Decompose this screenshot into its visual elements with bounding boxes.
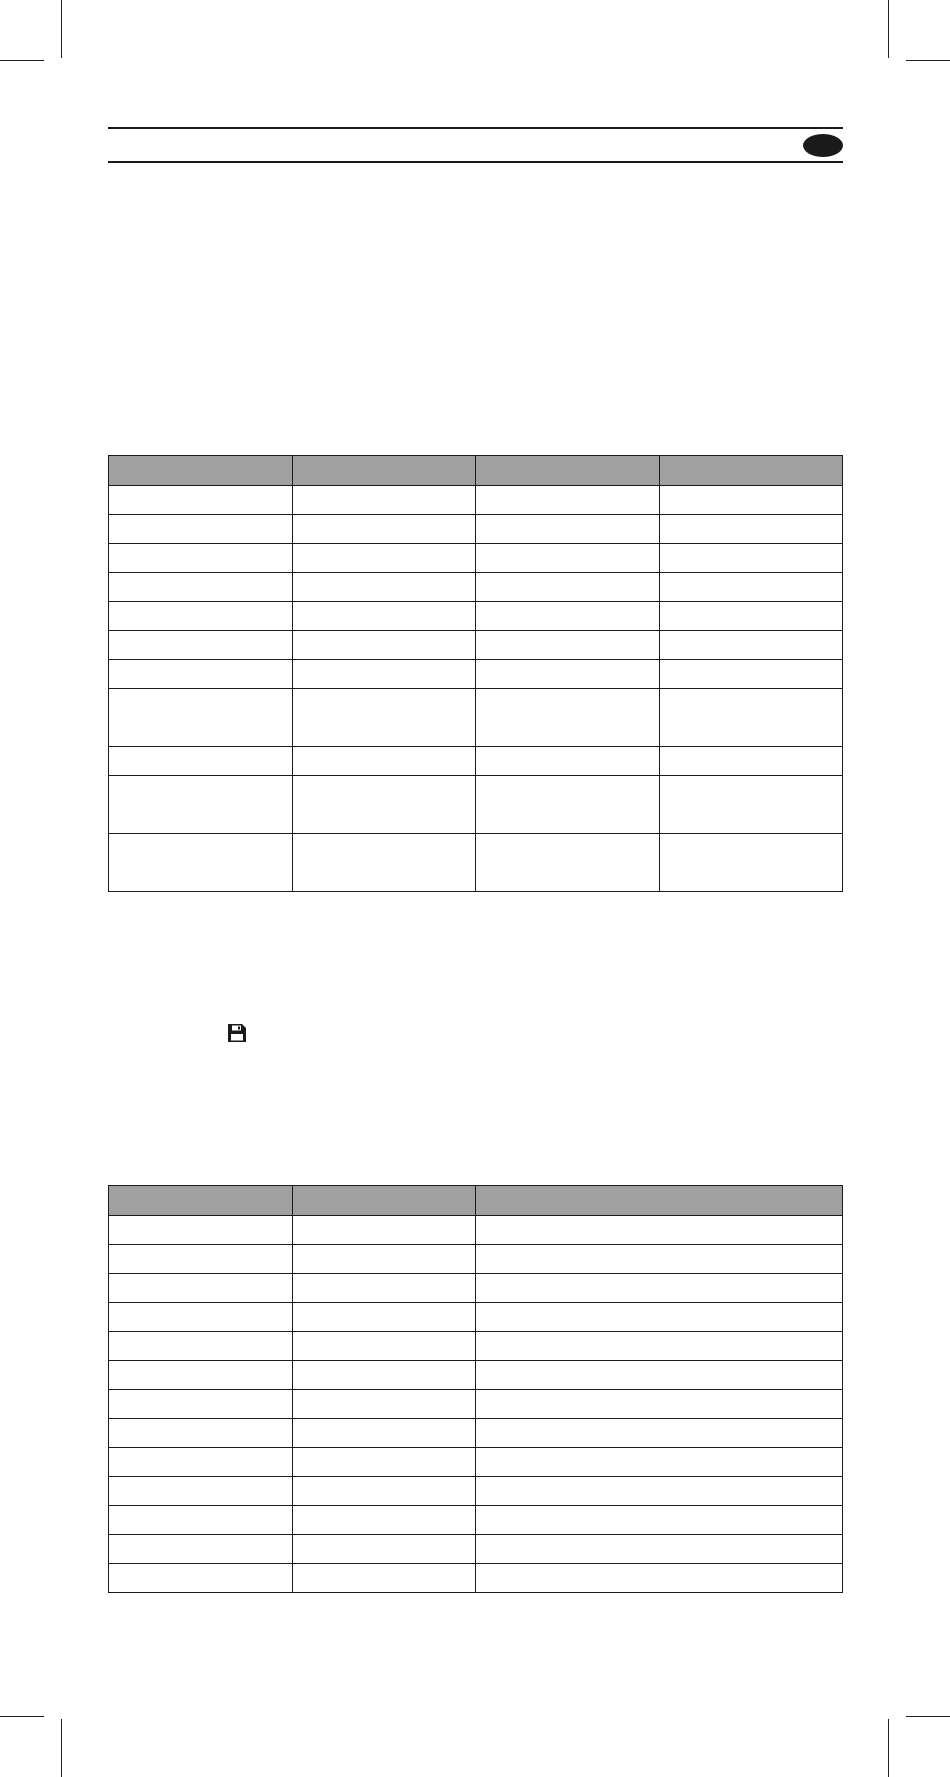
table-header-cell bbox=[476, 1186, 843, 1216]
table-cell bbox=[476, 1448, 843, 1477]
table-cell bbox=[292, 1477, 476, 1506]
table-cell bbox=[109, 515, 293, 544]
table-cell bbox=[476, 689, 660, 747]
save-icon bbox=[225, 1021, 249, 1045]
table-cell bbox=[109, 1477, 293, 1506]
crop-mark bbox=[906, 60, 950, 61]
table-cell bbox=[109, 660, 293, 689]
table-cell bbox=[476, 834, 660, 892]
table-cell bbox=[476, 1535, 843, 1564]
header-rule-bottom bbox=[108, 161, 843, 163]
table-cell bbox=[109, 1274, 293, 1303]
table-row bbox=[109, 1535, 843, 1564]
settings-table bbox=[108, 1185, 843, 1593]
language-badge bbox=[803, 134, 843, 157]
table-cell bbox=[659, 602, 843, 631]
table-header-cell bbox=[109, 1186, 293, 1216]
crop-mark bbox=[888, 0, 889, 58]
table-cell bbox=[476, 631, 660, 660]
table-cell bbox=[476, 573, 660, 602]
crop-mark bbox=[61, 0, 62, 58]
table-row bbox=[109, 834, 843, 892]
table-cell bbox=[292, 1448, 476, 1477]
table-cell bbox=[476, 660, 660, 689]
table-cell bbox=[476, 1506, 843, 1535]
table-cell bbox=[109, 486, 293, 515]
table-cell bbox=[476, 515, 660, 544]
table-cell bbox=[292, 486, 476, 515]
table-cell bbox=[109, 689, 293, 747]
table-cell bbox=[659, 544, 843, 573]
table-cell bbox=[109, 834, 293, 892]
table-cell bbox=[476, 602, 660, 631]
table-row bbox=[109, 1564, 843, 1593]
table-row bbox=[109, 1361, 843, 1390]
table-row bbox=[109, 689, 843, 747]
table-row bbox=[109, 1448, 843, 1477]
table-cell bbox=[292, 1564, 476, 1593]
table-cell bbox=[292, 747, 476, 776]
table-cell bbox=[109, 747, 293, 776]
table-cell bbox=[292, 631, 476, 660]
table-cell bbox=[292, 1216, 476, 1245]
table-cell bbox=[659, 515, 843, 544]
table-row bbox=[109, 1390, 843, 1419]
table-cell bbox=[109, 1245, 293, 1274]
table-cell bbox=[476, 1477, 843, 1506]
table-cell bbox=[659, 747, 843, 776]
crop-mark bbox=[906, 1716, 950, 1717]
table-cell bbox=[292, 544, 476, 573]
table-cell bbox=[292, 1303, 476, 1332]
table-row bbox=[109, 1216, 843, 1245]
table-cell bbox=[659, 486, 843, 515]
table-cell bbox=[109, 1390, 293, 1419]
table-cell bbox=[659, 834, 843, 892]
table-cell bbox=[292, 1274, 476, 1303]
table-cell bbox=[476, 1274, 843, 1303]
table-row bbox=[109, 1419, 843, 1448]
table-cell bbox=[109, 1361, 293, 1390]
table-header-row bbox=[109, 1186, 843, 1216]
table-cell bbox=[109, 631, 293, 660]
table-row bbox=[109, 1332, 843, 1361]
crop-mark bbox=[0, 1716, 44, 1717]
table-cell bbox=[292, 602, 476, 631]
table-cell bbox=[476, 486, 660, 515]
table-row bbox=[109, 515, 843, 544]
table-cell bbox=[109, 1303, 293, 1332]
table-cell bbox=[292, 660, 476, 689]
table-header-cell bbox=[476, 456, 660, 486]
table-cell bbox=[476, 1303, 843, 1332]
crop-mark bbox=[0, 60, 44, 61]
table-cell bbox=[292, 834, 476, 892]
table-cell bbox=[292, 573, 476, 602]
table-cell bbox=[109, 1535, 293, 1564]
table-cell bbox=[292, 689, 476, 747]
crop-mark bbox=[888, 1719, 889, 1777]
table-header-cell bbox=[292, 456, 476, 486]
table-cell bbox=[659, 660, 843, 689]
table-cell bbox=[109, 544, 293, 573]
table-cell bbox=[659, 776, 843, 834]
table-row bbox=[109, 1303, 843, 1332]
table-header-row bbox=[109, 456, 843, 486]
table-row bbox=[109, 1477, 843, 1506]
table-cell bbox=[292, 1535, 476, 1564]
table-cell bbox=[476, 1216, 843, 1245]
table-cell bbox=[659, 573, 843, 602]
table-row bbox=[109, 747, 843, 776]
table-cell bbox=[292, 1332, 476, 1361]
table-row bbox=[109, 631, 843, 660]
table-cell bbox=[109, 1419, 293, 1448]
table-cell bbox=[109, 1332, 293, 1361]
table-row bbox=[109, 544, 843, 573]
table-cell bbox=[659, 631, 843, 660]
table-cell bbox=[476, 776, 660, 834]
table-cell bbox=[476, 1390, 843, 1419]
table-cell bbox=[476, 1419, 843, 1448]
table-cell bbox=[476, 544, 660, 573]
table-cell bbox=[109, 1448, 293, 1477]
specifications-table bbox=[108, 455, 843, 892]
table-cell bbox=[476, 1332, 843, 1361]
table-cell bbox=[109, 602, 293, 631]
table-row bbox=[109, 1274, 843, 1303]
table-cell bbox=[292, 1245, 476, 1274]
table-cell bbox=[292, 1506, 476, 1535]
table-cell bbox=[292, 1419, 476, 1448]
crop-mark bbox=[61, 1719, 62, 1777]
table-header-cell bbox=[292, 1186, 476, 1216]
table-row bbox=[109, 776, 843, 834]
table-cell bbox=[659, 689, 843, 747]
table-cell bbox=[109, 1216, 293, 1245]
table-row bbox=[109, 602, 843, 631]
table-header-cell bbox=[659, 456, 843, 486]
table-cell bbox=[476, 1361, 843, 1390]
header-rule-top bbox=[108, 127, 843, 129]
table-cell bbox=[109, 1564, 293, 1593]
table-row bbox=[109, 1245, 843, 1274]
table-cell bbox=[109, 573, 293, 602]
table-cell bbox=[109, 1506, 293, 1535]
table-header-cell bbox=[109, 456, 293, 486]
table-cell bbox=[476, 1245, 843, 1274]
table-row bbox=[109, 660, 843, 689]
table-row bbox=[109, 573, 843, 602]
table-row bbox=[109, 1506, 843, 1535]
table-cell bbox=[292, 776, 476, 834]
table-row bbox=[109, 486, 843, 515]
table-cell bbox=[292, 515, 476, 544]
table-cell bbox=[292, 1361, 476, 1390]
table-cell bbox=[476, 747, 660, 776]
table-cell bbox=[476, 1564, 843, 1593]
table-cell bbox=[292, 1390, 476, 1419]
table-cell bbox=[109, 776, 293, 834]
